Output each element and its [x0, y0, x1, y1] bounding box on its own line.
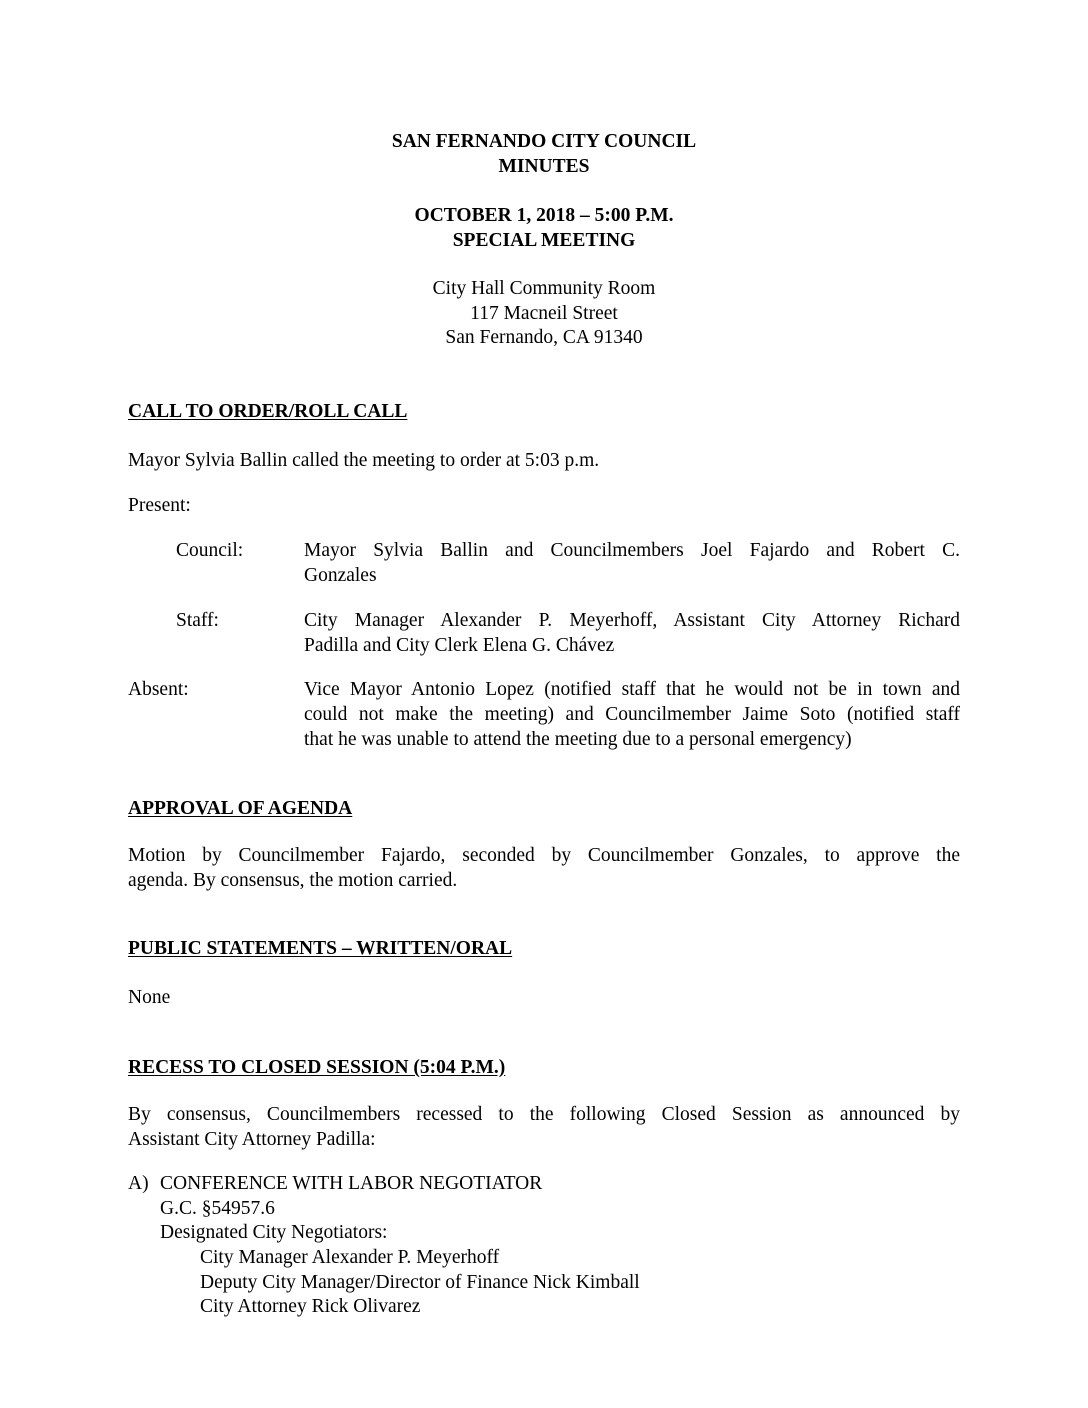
section-heading-public-statements: PUBLIC STATEMENTS – WRITTEN/ORAL [128, 938, 513, 959]
council-members-line: Gonzales [304, 565, 377, 586]
section-heading-call-to-order: CALL TO ORDER/ROLL CALL [128, 401, 408, 422]
negotiators-label: Designated City Negotiators: [160, 1222, 388, 1243]
closed-session-item-title: CONFERENCE WITH LABOR NEGOTIATOR [160, 1173, 543, 1194]
document-type: MINUTES [498, 156, 590, 177]
approval-text-line: agenda. By consensus, the motion carried. [128, 870, 458, 891]
negotiator-item: City Manager Alexander P. Meyerhoff [200, 1247, 500, 1268]
council-label: Council: [176, 540, 244, 561]
section-heading-recess: RECESS TO CLOSED SESSION (5:04 P.M.) [128, 1057, 506, 1078]
location-street: 117 Macneil Street [470, 303, 618, 324]
absent-members-line: that he was unable to attend the meeting due to a personal emergency) [304, 729, 852, 750]
meeting-date-time: OCTOBER 1, 2018 – 5:00 P.M. [414, 205, 674, 226]
recess-text-line: Assistant City Attorney Padilla: [128, 1129, 376, 1150]
approval-text-line: Motion by Councilmember Fajardo, seconded by Councilmember Gonzales, to approve the [128, 845, 960, 866]
section-heading-approval-of-agenda: APPROVAL OF AGENDA [128, 798, 353, 819]
closed-session-item-label: A) [128, 1173, 149, 1194]
staff-members-line: City Manager Alexander P. Meyerhoff, Assistant City Attorney Richard [304, 610, 960, 631]
meeting-type: SPECIAL MEETING [452, 230, 636, 251]
public-statements-text: None [128, 987, 171, 1008]
location-city: San Fernando, CA 91340 [445, 327, 643, 348]
absent-label: Absent: [128, 679, 189, 700]
call-to-order-text: Mayor Sylvia Ballin called the meeting to order at 5:03 p.m. [128, 450, 600, 471]
staff-members-line: Padilla and City Clerk Elena G. Chávez [304, 635, 615, 656]
negotiator-item: City Attorney Rick Olivarez [200, 1296, 421, 1317]
present-label: Present: [128, 495, 191, 516]
government-code: G.C. §54957.6 [160, 1198, 275, 1219]
staff-label: Staff: [176, 610, 219, 631]
location-room: City Hall Community Room [432, 278, 656, 299]
council-title: SAN FERNANDO CITY COUNCIL [391, 131, 697, 152]
absent-members-line: could not make the meeting) and Councilmember Jaime Soto (notified staff [304, 704, 960, 725]
recess-text-line: By consensus, Councilmembers recessed to the following Closed Session as announced by [128, 1104, 960, 1125]
council-members-line: Mayor Sylvia Ballin and Councilmembers Joel Fajardo and Robert C. [304, 540, 960, 561]
negotiator-item: Deputy City Manager/Director of Finance Nick Kimball [200, 1272, 640, 1293]
absent-members-line: Vice Mayor Antonio Lopez (notified staff that he would not be in town and [304, 679, 960, 700]
